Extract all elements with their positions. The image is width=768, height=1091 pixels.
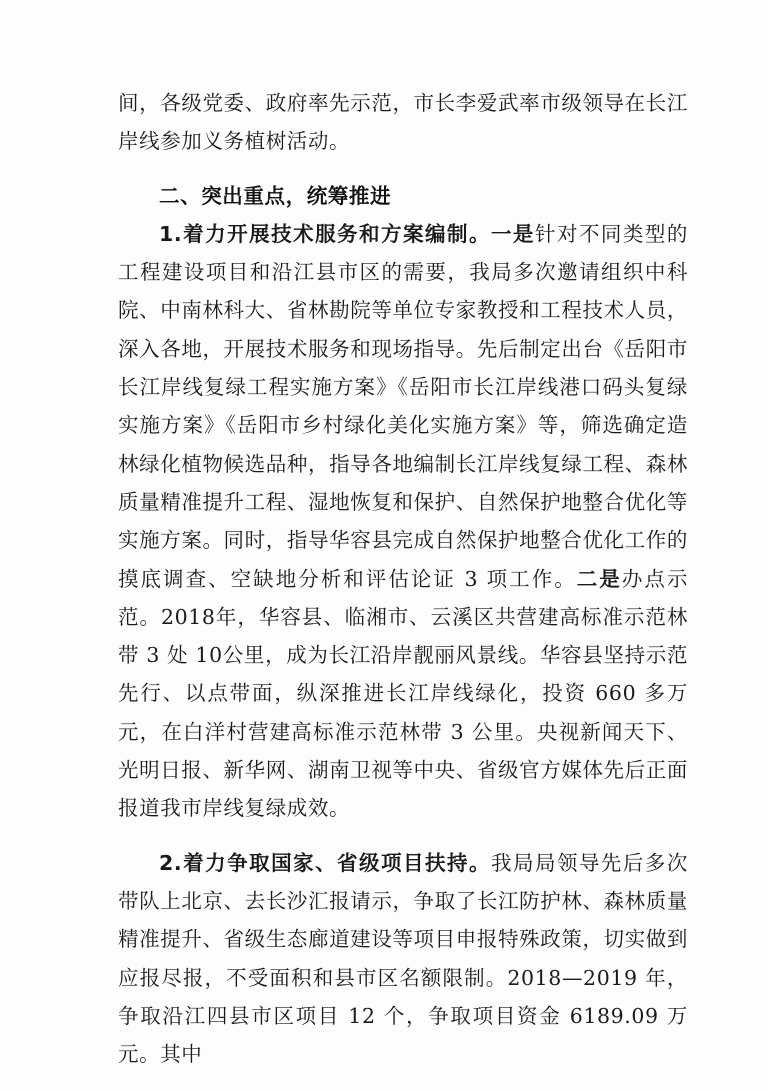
item1-lead: 1.着力开展技术服务和方案编制。 <box>159 221 491 246</box>
section-heading: 二、突出重点，统筹推进 <box>159 183 392 208</box>
item1-part2-text: 办点示范。2018年，华容县、临湘市、云溪区共营建高标准示范林带 3 处 10公里，成为长江沿岸靓丽风景线。华容县坚持示范先行、以点带面，纵深推进长江岸线绿化，投资 660 多万元，在白洋村营建高标准示范林带 3 公里。央视新闻天下、光明日报、新华网、湖南卫视等中央、省级官方媒体先后正面报道我市岸线复绿成效。 <box>118 566 688 821</box>
item1-part2-label: 二是 <box>576 566 622 591</box>
item1-paragraph <box>118 215 688 828</box>
document-body <box>118 84 688 1073</box>
item2-paragraph <box>118 844 688 1074</box>
item1-part1-label: 一是 <box>490 221 535 246</box>
intro-text: 间，各级党委、政府率先示范，市长李爱武率市级领导在长江岸线参加义务植树活动。 <box>118 91 688 154</box>
item1-part1-text: 针对不同类型的工程建设项目和沿江县市区的需要，我局多次邀请组织中科院、中南林科大、省林勘院等单位专家教授和工程技术人员，深入各地，开展技术服务和现场指导。先后制定出台《岳阳市长江岸线复绿工程实施方案》《岳阳市长江岸线港口码头复绿实施方案》《岳阳市乡村绿化美化实施方案》等，筛选确定造林绿化植物候选品种，指导各地编制长江岸线复绿工程、森林质量精准提升工程、湿地恢复和保护、自然保护地整合优化等实施方案。同时，指导华容县完成自然保护地整合优化工作的摸底调查、空缺地分析和评估论证 3 项工作。 <box>118 221 688 591</box>
spacer <box>118 828 688 844</box>
item2-text: 我局局领导先后多次带队上北京、去长沙汇报请示，争取了长江防护林、森林质量精准提升、省级生态廊道建设等项目申报特殊政策，切实做到应报尽报，不受面积和县市区名额限制。2018—2019 年，争取沿江四县市区项目 12 个，争取项目资金 6189.09 万元。其中 <box>118 850 688 1067</box>
spacer <box>118 161 688 177</box>
item2-lead: 2.着力争取国家、省级项目扶持。 <box>159 850 491 875</box>
intro-paragraph <box>118 84 688 161</box>
